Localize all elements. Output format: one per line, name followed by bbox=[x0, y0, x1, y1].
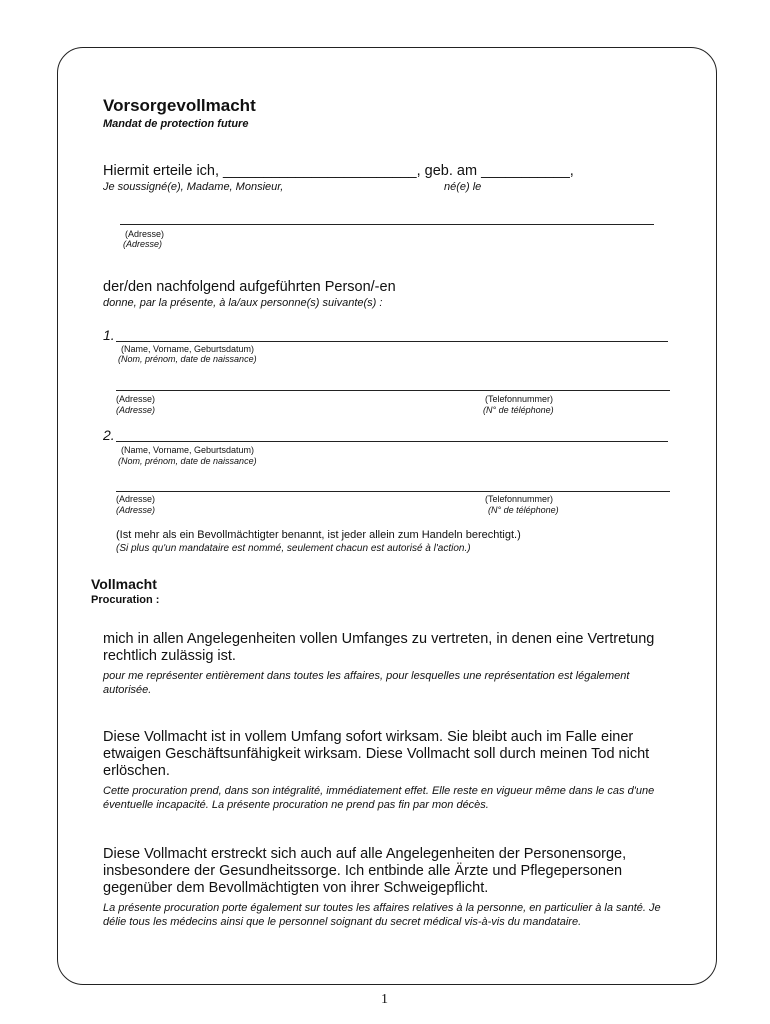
person-2-address-line bbox=[116, 491, 670, 492]
person-2-phone-fr: (N° de téléphone) bbox=[488, 505, 559, 515]
person-1-name-de: (Name, Vorname, Geburtsdatum) bbox=[121, 344, 255, 354]
person-2-name-line bbox=[116, 441, 668, 442]
note-de: (Ist mehr als ein Bevollmächtigter benannt, ist jeder allein zum Handeln berechtigt.) bbox=[116, 529, 521, 541]
recipients-intro-fr: donne, par la présente, à la/aux personne(s) suivante(s) : bbox=[103, 297, 383, 309]
person-2-name-de: (Name, Vorname, Geburtsdatum) bbox=[121, 445, 255, 455]
person-2-address-fr: (Adresse) bbox=[116, 505, 156, 515]
person-1-phone-fr: (N° de téléphone) bbox=[483, 405, 554, 415]
document-title: Vorsorgevollmacht bbox=[103, 96, 256, 115]
page-number: 1 bbox=[381, 992, 388, 1007]
person-2-phone-de: (Telefonnummer) bbox=[485, 494, 554, 504]
person-2-number: 2. bbox=[103, 427, 115, 443]
paragraph-1-de: mich in allen Angelegenheiten vollen Umfanges zu vertreten, in denen eine Vertretung rechtlich zulässig ist. bbox=[103, 631, 655, 664]
person-2-address-de: (Adresse) bbox=[116, 494, 156, 504]
person-1-address-line bbox=[116, 390, 670, 391]
person-1-phone-de: (Telefonnummer) bbox=[485, 394, 554, 404]
person-1-address-de: (Adresse) bbox=[116, 394, 156, 404]
grantor-name-fr: Je soussigné(e), Madame, Monsieur, bbox=[103, 181, 284, 193]
paragraph-1-fr: pour me représenter entièrement dans toutes les affaires, pour lesquelles une représentation est légalement autorisée. bbox=[103, 670, 630, 696]
paragraph-3-de: Diese Vollmacht erstreckt sich auch auf alle Angelegenheiten der Personensorge, insbesondere der Gesundheitssorge. Ich entbinde alle Ärzte und Pflegepersonen gegenüber dem Bevollmächtigten von ihrer Schweigepflicht. bbox=[103, 846, 627, 896]
person-1-name-line bbox=[116, 341, 668, 342]
grantor-born-fr: né(e) le bbox=[444, 181, 482, 193]
person-1-address-fr: (Adresse) bbox=[116, 405, 156, 415]
paragraph-1 bbox=[103, 631, 678, 697]
document-subtitle: Mandat de protection future bbox=[103, 118, 249, 130]
paragraph-2 bbox=[103, 729, 678, 812]
section-subtitle: Procuration : bbox=[91, 594, 160, 606]
paragraph-3 bbox=[103, 846, 678, 929]
recipients-intro-de: der/den nachfolgend aufgeführten Person/-en bbox=[103, 279, 396, 295]
person-1-name-fr: (Nom, prénom, date de naissance) bbox=[118, 354, 257, 364]
person-2-name-fr: (Nom, prénom, date de naissance) bbox=[118, 456, 257, 466]
note-fr: (Si plus qu'un mandataire est nommé, seulement chacun est autorisé à l'action.) bbox=[116, 543, 471, 554]
section-title: Vollmacht bbox=[91, 576, 157, 592]
grantor-address-de: (Adresse) bbox=[125, 229, 165, 239]
paragraph-2-de: Diese Vollmacht ist in vollem Umfang sofort wirksam. Sie bleibt auch im Falle einer etwaigen Geschäftsunfähigkeit wirksam. Diese Vollmacht soll durch meinen Tod nicht erlöschen. bbox=[103, 729, 650, 779]
paragraph-2-fr: Cette procuration prend, dans son intégralité, immédiatement effet. Elle reste en vigueur même dans le cas d'une éventuelle incapacité. La présente procuration ne prend pas fin par mon décès. bbox=[103, 785, 655, 811]
paragraph-3-fr: La présente procuration porte également sur toutes les affaires relatives à la personne, en particulier à la santé. Je délie tous les médecins ainsi que le personnel soignant du secret médical vis-à-vis du mandataire. bbox=[103, 902, 661, 928]
grantor-address-fr: (Adresse) bbox=[123, 239, 163, 249]
grantor-address-line bbox=[120, 224, 654, 225]
grantor-line: Hiermit erteile ich, ________________________, geb. am ___________, bbox=[103, 163, 574, 179]
person-1-number: 1. bbox=[103, 327, 115, 343]
